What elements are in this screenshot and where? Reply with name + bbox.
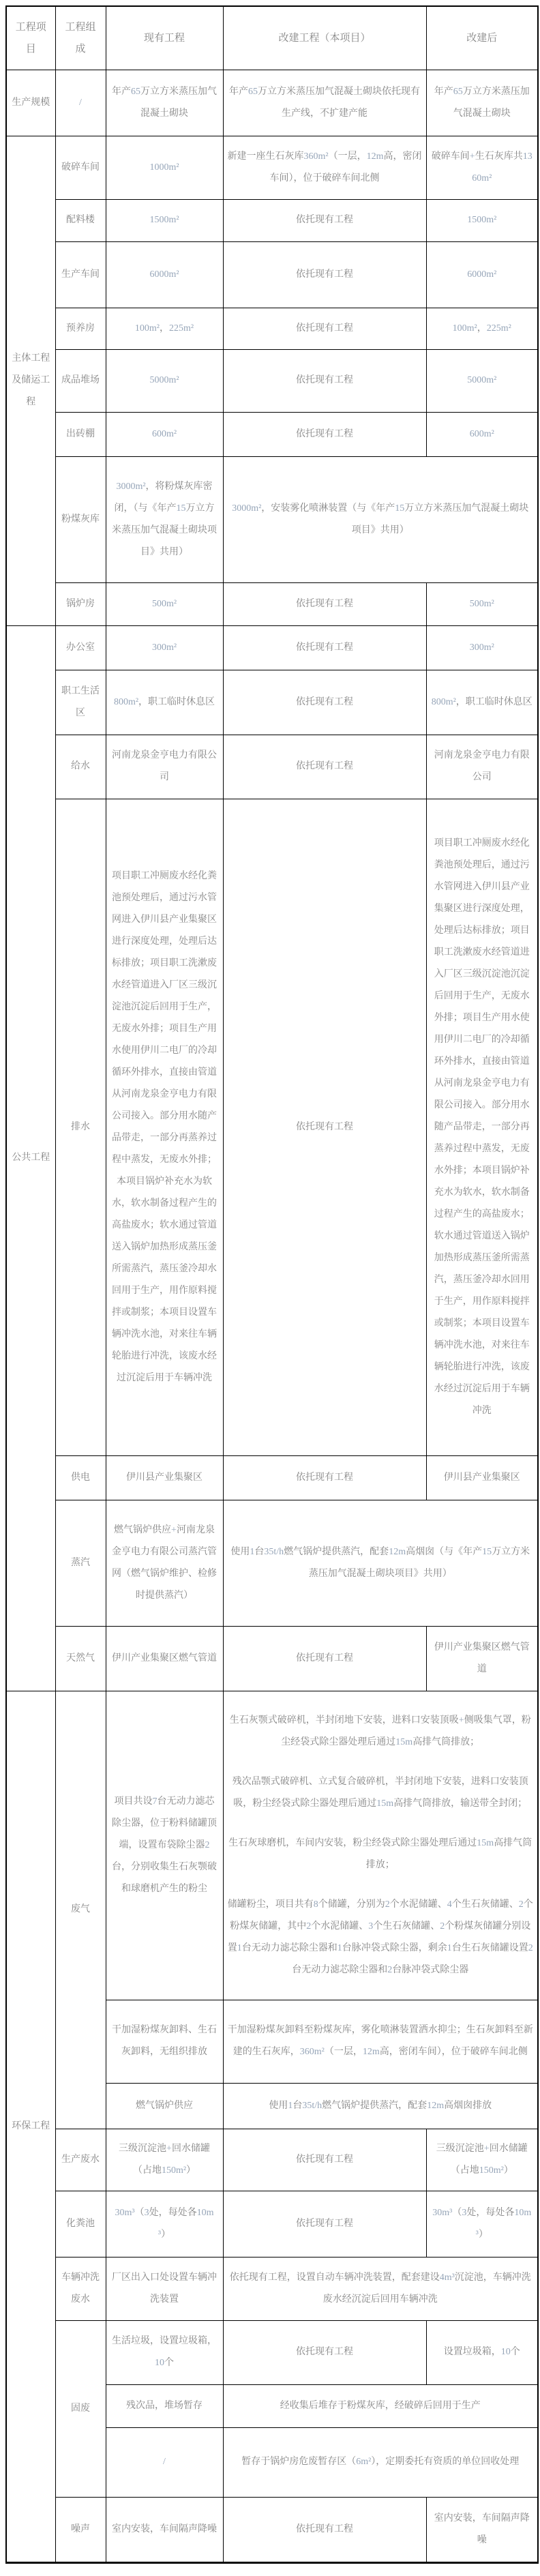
existing-project-cell <box>106 2083 223 2129</box>
component-cell <box>55 625 106 670</box>
table-row <box>6 1500 538 1626</box>
after-rebuild-cell <box>426 2497 538 2562</box>
table-row <box>6 199 538 241</box>
cell-paragraph: 年产65万立方米蒸压加气混凝土砌块 <box>434 86 530 119</box>
existing-project-cell <box>106 2384 223 2427</box>
rebuild-after-merged-cell <box>223 2257 538 2320</box>
rebuild-project-cell <box>223 2320 426 2384</box>
cell-paragraph: 残次品颚式破碎机、立式复合破碎机，半封闭地下安装，进料口安装顶吸，粉尘经袋式除尘器处理后通过15m高排气筒排放，输送带全封闭； <box>232 1776 528 1809</box>
rebuild-after-merged-cell <box>223 1691 538 2000</box>
table-body <box>6 70 538 2562</box>
existing-project-cell <box>106 582 223 625</box>
cell-paragraph: 依托现有工程 <box>296 428 353 439</box>
cell-paragraph: 河南龙泉金亨电力有限公司 <box>434 750 530 782</box>
cell-paragraph: 依托现有工程 <box>296 2154 353 2165</box>
table-row <box>6 1455 538 1500</box>
cell-paragraph: 3000m²，将粉煤灰库密闭，（与《年产15万立方米蒸压加气混凝土砌块项目》共用） <box>112 481 217 557</box>
cell-paragraph: 天然气 <box>66 1653 95 1663</box>
cell-paragraph: 伊川产业集聚区燃气管道 <box>112 1653 217 1663</box>
component-cell <box>55 1500 106 1626</box>
cell-paragraph: 噪声 <box>71 2523 90 2534</box>
existing-project-cell <box>106 199 223 241</box>
rebuild-project-cell <box>223 2191 426 2257</box>
cell-paragraph: 三级沉淀池+回水储罐（占地150m²） <box>436 2143 528 2176</box>
cell-paragraph: 30m³（3处，每处各10m³） <box>432 2207 532 2240</box>
existing-project-cell <box>106 670 223 735</box>
header-cell: 改建后 <box>426 6 538 70</box>
table-row <box>6 412 538 456</box>
cell-paragraph: 生产车间 <box>61 269 100 280</box>
component-cell <box>55 136 106 199</box>
cell-paragraph: 600m² <box>151 428 177 439</box>
after-rebuild-cell <box>426 241 538 308</box>
after-rebuild-cell <box>426 799 538 1455</box>
component-cell <box>55 1691 106 2129</box>
after-rebuild-cell <box>426 2191 538 2257</box>
table-row <box>6 241 538 308</box>
cell-paragraph: 给水 <box>71 761 90 771</box>
after-rebuild-cell <box>426 582 538 625</box>
cell-paragraph: 新建一座生石灰库360m²（一层，12m高，密闭车间），位于破碎车间北侧 <box>227 151 422 183</box>
component-cell <box>55 799 106 1455</box>
rebuild-project-cell <box>223 582 426 625</box>
after-rebuild-cell <box>426 136 538 199</box>
rebuild-project-cell <box>223 412 426 456</box>
table-row <box>6 2320 538 2384</box>
table-row <box>6 136 538 199</box>
existing-project-cell <box>106 1500 223 1626</box>
cell-paragraph: 残次品，堆场暂存 <box>126 2400 202 2411</box>
after-rebuild-cell <box>426 70 538 136</box>
table-row <box>6 670 538 735</box>
rebuild-project-cell <box>223 70 426 136</box>
cell-paragraph: 环保工程 <box>12 2120 50 2131</box>
component-cell <box>55 735 106 799</box>
cell-paragraph: 800m²，职工临时休息区 <box>113 696 215 707</box>
cell-paragraph: 厂区出入口处设置车辆冲洗装置 <box>112 2272 217 2305</box>
component-cell <box>55 308 106 349</box>
cell-paragraph: 使用1台35t/h燃气锅炉提供蒸汽，配套12m高烟囱排放 <box>269 2100 492 2111</box>
rebuild-after-merged-cell <box>223 2384 538 2427</box>
existing-project-cell <box>106 735 223 799</box>
rebuild-project-cell <box>223 349 426 412</box>
component-cell <box>55 1626 106 1691</box>
cell-paragraph: 职工生活区 <box>61 685 100 718</box>
cell-paragraph: 河南龙泉金亨电力有限公司 <box>112 750 217 782</box>
rebuild-project-cell <box>223 2497 426 2562</box>
rebuild-after-merged-cell <box>223 456 538 582</box>
rebuild-project-cell <box>223 241 426 308</box>
rebuild-project-cell <box>223 1626 426 1691</box>
cell-paragraph: 依托现有工程 <box>296 375 353 385</box>
cell-paragraph: 依托现有工程 <box>296 2523 353 2534</box>
existing-project-cell <box>106 2191 223 2257</box>
existing-project-cell <box>106 1455 223 1500</box>
existing-project-cell <box>106 2000 223 2083</box>
cell-paragraph: 室内安装，车间隔声降噪 <box>112 2523 217 2534</box>
cell-paragraph: 6000m² <box>149 269 179 280</box>
table-row <box>6 2129 538 2191</box>
after-rebuild-cell <box>426 412 538 456</box>
existing-project-cell <box>106 412 223 456</box>
rebuild-project-cell <box>223 799 426 1455</box>
cell-paragraph: 出砖棚 <box>66 428 95 439</box>
table-row <box>6 456 538 582</box>
component-cell <box>55 241 106 308</box>
cell-paragraph: 项目共设7台无动力滤芯除尘器，位于粉料储罐顶端，设置布袋除尘器2台，分别收集生石灰颚破和球磨机产生的粉尘 <box>112 1796 217 1894</box>
cell-paragraph: 预养房 <box>66 323 95 334</box>
after-rebuild-cell <box>426 625 538 670</box>
cell-paragraph: 依托现有工程 <box>296 598 353 609</box>
cell-paragraph: 生石灰颚式破碎机，半封闭地下安装，进料口安装顶吸+侧吸集气罩，粉尘经袋式除尘器处理后通过15m高排气筒排放； <box>229 1715 531 1747</box>
after-rebuild-cell <box>426 670 538 735</box>
cell-paragraph: 6000m² <box>467 269 497 280</box>
cell-paragraph: 燃气锅炉供应 <box>136 2100 193 2111</box>
cell-paragraph: 三级沉淀池+回水储罐（占地150m²） <box>119 2143 210 2176</box>
cell-paragraph: 600m² <box>469 428 494 439</box>
after-rebuild-cell <box>426 199 538 241</box>
table-row <box>6 2191 538 2257</box>
cell-paragraph: 依托现有工程 <box>296 1121 353 1132</box>
cell-paragraph: 干加湿粉煤灰卸料至粉煤灰库，雾化喷淋装置洒水抑尘；生石灰卸料至新建的生石灰库，360m²（一层，12m高，密闭车间），位于破碎车间北侧 <box>227 2025 533 2057</box>
header-cell: 现有工程 <box>106 6 223 70</box>
component-cell <box>55 456 106 582</box>
table-row <box>6 625 538 670</box>
after-rebuild-cell <box>426 735 538 799</box>
rebuild-after-merged-cell <box>223 2427 538 2497</box>
cell-paragraph: 100m²，225m² <box>134 323 194 334</box>
table-row <box>6 735 538 799</box>
component-cell <box>55 2320 106 2497</box>
project-category-cell <box>6 1691 55 2562</box>
table-row <box>6 799 538 1455</box>
component-cell <box>55 670 106 735</box>
cell-paragraph: 锅炉房 <box>66 598 95 609</box>
header-cell: 工程项目 <box>6 6 55 70</box>
cell-paragraph: 800m²，职工临时休息区 <box>431 696 532 707</box>
cell-paragraph: 伊川产业集聚区燃气管道 <box>434 1642 530 1674</box>
table-row <box>6 2257 538 2320</box>
cell-paragraph: 依托现有工程 <box>296 696 353 707</box>
cell-paragraph: 依托现有工程，设置自动车辆冲洗装置，配套建设4m³沉淀池，车辆冲洗废水经沉淀后回用车辆冲洗 <box>229 2272 531 2305</box>
cell-paragraph: 破碎车间+生石灰库共1360m² <box>431 151 532 183</box>
component-cell <box>55 2191 106 2257</box>
rebuild-project-cell <box>223 199 426 241</box>
table-row <box>6 1626 538 1691</box>
component-cell <box>55 2129 106 2191</box>
after-rebuild-cell <box>426 1455 538 1500</box>
existing-project-cell <box>106 349 223 412</box>
table-row <box>6 70 538 136</box>
table-row <box>6 2497 538 2562</box>
existing-project-cell <box>106 799 223 1455</box>
existing-project-cell <box>106 1626 223 1691</box>
cell-paragraph: 干加湿粉煤灰卸料、生石灰卸料，无组织排放 <box>112 2025 217 2057</box>
cell-paragraph: 500m² <box>151 598 177 609</box>
rebuild-project-cell <box>223 670 426 735</box>
rebuild-after-merged-cell <box>223 1500 538 1626</box>
existing-project-cell <box>106 2497 223 2562</box>
cell-paragraph: 5000m² <box>149 375 179 385</box>
existing-project-cell <box>106 136 223 199</box>
cell-paragraph: 成品堆场 <box>61 375 100 385</box>
table-row <box>6 349 538 412</box>
rebuild-after-merged-cell <box>223 2000 538 2083</box>
rebuild-project-cell <box>223 625 426 670</box>
cell-paragraph: 依托现有工程 <box>296 642 353 653</box>
existing-project-cell <box>106 2427 223 2497</box>
cell-paragraph: 车辆冲洗废水 <box>61 2272 100 2305</box>
cell-paragraph: 3000m²，安装雾化喷淋装置（与《年产15万立方米蒸压加气混凝土砌块项目》共用） <box>232 503 529 535</box>
existing-project-cell <box>106 456 223 582</box>
after-rebuild-cell <box>426 308 538 349</box>
cell-paragraph: 暂存于锅炉房危废暂存区（6m²），定期委托有资质的单位回收处理 <box>241 2457 520 2467</box>
cell-paragraph: 固废 <box>71 2403 90 2414</box>
after-rebuild-cell <box>426 1626 538 1691</box>
cell-paragraph: 依托现有工程 <box>296 761 353 771</box>
component-cell <box>55 349 106 412</box>
cell-paragraph: 化粪池 <box>66 2218 95 2229</box>
table-row <box>6 582 538 625</box>
cell-paragraph: 排水 <box>71 1121 90 1132</box>
component-cell <box>55 1455 106 1500</box>
header-row <box>6 6 538 70</box>
existing-project-cell <box>106 1691 223 2000</box>
cell-paragraph: 年产65万立方米蒸压加气混凝土砌块 <box>112 86 217 119</box>
cell-paragraph: 设置垃圾箱，10个 <box>443 2347 520 2357</box>
rebuild-after-merged-cell <box>223 2083 538 2129</box>
existing-project-cell <box>106 308 223 349</box>
header-cell: 改建工程（本项目） <box>223 6 426 70</box>
after-rebuild-cell <box>426 2320 538 2384</box>
cell-paragraph: 5000m² <box>467 375 497 385</box>
component-cell <box>55 582 106 625</box>
cell-paragraph: 300m² <box>151 642 177 653</box>
table-row <box>6 1691 538 2000</box>
cell-paragraph: 依托现有工程 <box>296 2218 353 2229</box>
project-table <box>5 5 539 2564</box>
cell-paragraph: 室内安装，车间隔声降噪 <box>434 2513 530 2545</box>
cell-paragraph: 依托现有工程 <box>296 1472 353 1483</box>
cell-paragraph: 500m² <box>469 598 494 609</box>
cell-paragraph: 供电 <box>71 1472 90 1483</box>
cell-paragraph: 依托现有工程 <box>296 269 353 280</box>
existing-project-cell <box>106 2129 223 2191</box>
project-category-cell <box>6 625 55 1691</box>
cell-paragraph: 1000m² <box>149 162 179 173</box>
rebuild-project-cell <box>223 735 426 799</box>
existing-project-cell <box>106 625 223 670</box>
cell-paragraph: 配料楼 <box>66 215 95 225</box>
cell-paragraph: 伊川县产业集聚区 <box>443 1472 520 1483</box>
cell-paragraph: 废气 <box>71 1904 90 1914</box>
cell-paragraph: 1500m² <box>149 215 179 225</box>
cell-paragraph: 办公室 <box>66 642 95 653</box>
table-row <box>6 308 538 349</box>
cell-paragraph: 30m³（3处，每处各10m³） <box>115 2207 214 2240</box>
cell-paragraph: 1500m² <box>467 215 497 225</box>
cell-paragraph: 依托现有工程 <box>296 215 353 225</box>
cell-paragraph: 生活垃圾，设置垃圾箱，10个 <box>112 2336 217 2368</box>
cell-paragraph: 经收集后堆存于粉煤灰库，经破碎后回用于生产 <box>280 2400 481 2411</box>
component-cell <box>55 199 106 241</box>
project-category-cell <box>6 70 55 136</box>
cell-paragraph: 蒸汽 <box>71 1557 90 1568</box>
cell-paragraph: 生产废水 <box>61 2154 100 2165</box>
cell-paragraph: 燃气锅炉供应+河南龙泉金亨电力有限公司蒸汽管网（燃气锅炉维护、检修时提供蒸汽） <box>112 1524 217 1601</box>
cell-paragraph: 项目职工冲厕废水经化粪池预处理后，通过污水管网进入伊川县产业集聚区进行深度处理，处理后达标排放；项目职工洗漱废水经管道进入厂区三级沉淀池沉淀后回用于生产，无废水外排；项目生产用水使用伊川二电厂的冷却循环外排水，直接由管道从河南龙泉金亨电力有限公司接入。部分用水随产品带走，一部分再蒸养过程中蒸发，无废水外排；本项目锅炉补充水为软水，软水制备过程产生的高盐废水；软水通过管道送入锅炉加热形成蒸压釜所需蒸汽，蒸压釜冷却水回用于生产，用作原料搅拌或制浆；本项目设置车辆冲洗水池，对来往车辆轮胎进行冲洗，该废水经过沉淀后用于车辆冲洗 <box>112 870 217 1383</box>
component-cell <box>55 2497 106 2562</box>
cell-paragraph: 依托现有工程 <box>296 2347 353 2357</box>
rebuild-project-cell <box>223 2129 426 2191</box>
rebuild-project-cell <box>223 1455 426 1500</box>
existing-project-cell <box>106 241 223 308</box>
cell-paragraph: 主体工程及储运工程 <box>12 353 50 407</box>
cell-paragraph: / <box>163 2457 166 2467</box>
cell-paragraph: 100m²，225m² <box>452 323 511 334</box>
rebuild-project-cell <box>223 136 426 199</box>
after-rebuild-cell <box>426 2129 538 2191</box>
cell-paragraph: 破碎车间 <box>61 162 100 173</box>
rebuild-project-cell <box>223 308 426 349</box>
cell-paragraph: 公共工程 <box>12 1153 50 1163</box>
cell-paragraph: 年产65万立方米蒸压加气混凝土砌块依托现有生产线，不扩建产能 <box>229 86 420 119</box>
cell-paragraph: 依托现有工程 <box>296 1653 353 1663</box>
project-category-cell <box>6 136 55 625</box>
header-cell: 工程组成 <box>55 6 106 70</box>
cell-paragraph: 项目职工冲厕废水经化粪池预处理后，通过污水管网进入伊川县产业集聚区进行深度处理，处理后达标排放；项目职工洗漱废水经管道进入厂区三级沉淀池沉淀后回用于生产，无废水外排；项目生产用水使用伊川二电厂的冷却循环外排水，直接由管道从河南龙泉金亨电力有限公司接入。部分用水随产品带走，一部分再蒸养过程中蒸发，无废水外排；本项目锅炉补充水为软水，软水制备过程产生的高盐废水；软水通过管道送入锅炉加热形成蒸压釜所需蒸汽，蒸压釜冷却水回用于生产，用作原料搅拌或制浆；本项目设置车辆冲洗水池，对来往车辆轮胎进行冲洗，该废水经过沉淀后用于车辆冲洗 <box>434 838 530 1416</box>
existing-project-cell <box>106 2257 223 2320</box>
cell-paragraph: 储罐粉尘，项目共有8个储罐，分别为2个水泥储罐、4个生石灰储罐、2个粉煤灰储罐，其中2个水泥储罐、3个生石灰储罐、2个粉煤灰储罐分别设置1台无动力滤芯除尘器和1台脉冲袋式除尘器，剩余1台生石灰储罐设置2台无动力滤芯除尘器和2台脉冲袋式除尘器 <box>227 1899 533 1975</box>
existing-project-cell <box>106 2320 223 2384</box>
cell-paragraph: 生石灰球磨机，车间内安装，粉尘经袋式除尘器处理后通过15m高排气筒排放； <box>228 1837 532 1870</box>
after-rebuild-cell <box>426 349 538 412</box>
cell-paragraph: 生产规模 <box>12 97 50 108</box>
cell-paragraph: 粉煤灰库 <box>61 514 100 524</box>
component-cell <box>55 70 106 136</box>
cell-paragraph: 300m² <box>469 642 494 653</box>
cell-paragraph: 使用1台35t/h燃气锅炉提供蒸汽，配套12m高烟囱（与《年产15万立方米蒸压加气混凝土砌块项目》共用） <box>230 1546 530 1579</box>
cell-paragraph: 依托现有工程 <box>296 323 353 334</box>
cell-paragraph: 伊川县产业集聚区 <box>126 1472 202 1483</box>
cell-paragraph: / <box>79 97 82 108</box>
component-cell <box>55 412 106 456</box>
existing-project-cell <box>106 70 223 136</box>
component-cell <box>55 2257 106 2320</box>
